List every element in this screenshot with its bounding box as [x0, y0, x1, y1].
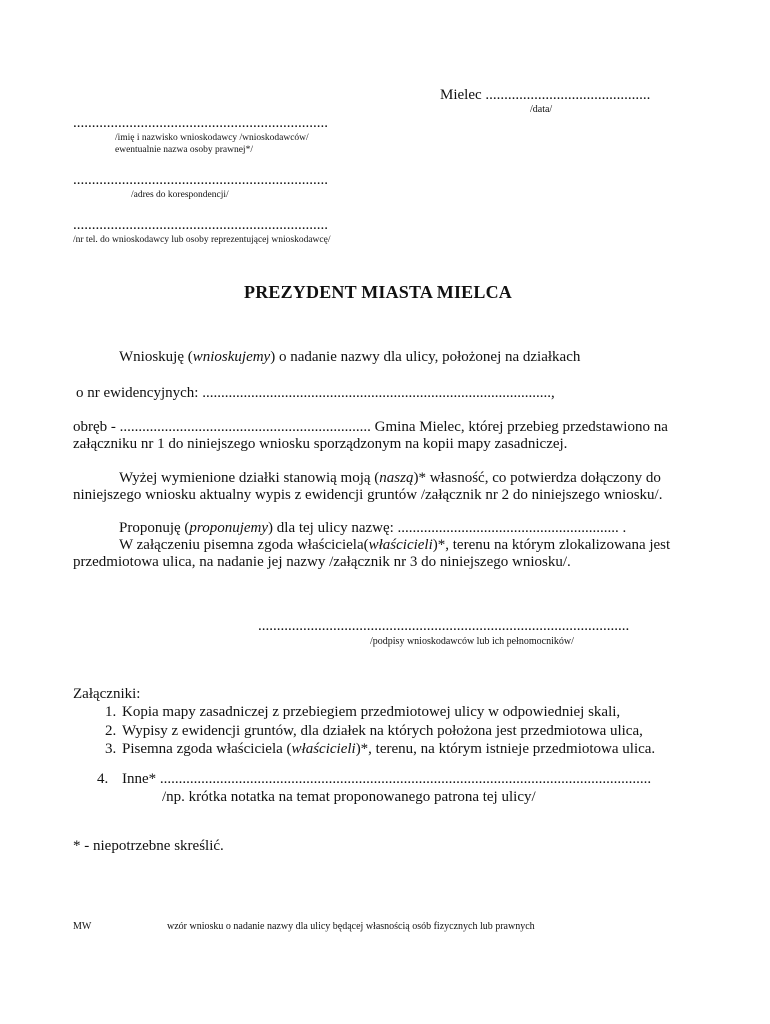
applicant-phone-dots: .................................................................... — [73, 217, 328, 233]
attachment-item-4: Inne* ................................................................................................................................... — [122, 771, 652, 787]
applicant-address-dots: .................................................................... — [73, 172, 328, 188]
signature-dots: ................................................................................................... — [258, 618, 630, 634]
attachment-item: 1. Kopia mapy zasadniczej z przebiegiem przedmiotowej ulicy w odpowiedniej skali, — [120, 703, 655, 722]
applicant-name-dots: .................................................................... — [73, 115, 328, 131]
paragraph-request: Wnioskuję (wnioskujemy) o nadanie nazwy dla ulicy, położonej na działkach — [119, 349, 581, 365]
attachment-item-4-number: 4. — [97, 771, 109, 787]
attachments-heading: Załączniki: — [73, 686, 141, 702]
attachments-list — [73, 703, 655, 759]
applicant-name-label-2: ewentualnie nazwa osoby prawnej*/ — [115, 145, 253, 155]
signature-label: /podpisy wnioskodawców lub ich pełnomocników/ — [370, 636, 574, 647]
page-title: PREZYDENT MIASTA MIELCA — [244, 282, 512, 302]
applicant-name-label-1: /imię i nazwisko wnioskodawcy /wnioskodawców/ — [115, 133, 309, 143]
date-label: /data/ — [530, 104, 553, 115]
paragraph-parcel-numbers: o nr ewidencyjnych: ............................................................................................., — [76, 385, 555, 401]
attachment-item-4-note: /np. krótka notatka na temat proponowanego patrona tej ulicy/ — [162, 789, 536, 805]
paragraph-ownership: Wyżej wymienione działki stanowią moją (naszą)* własność, co potwierdza dołączony do niniejszego wniosku aktualny wypis z ewidencji gruntów /załącznik nr 2 do niniejszego wniosku/. — [73, 470, 663, 503]
place-date-line: Mielec ............................................ — [440, 87, 651, 103]
applicant-phone-label: /nr tel. do wnioskodawcy lub osoby reprezentującej wnioskodawcę/ — [73, 235, 331, 245]
footer-left: MW — [73, 921, 92, 932]
attachment-item: 3. Pisemna zgoda właściciela (właścicieli)*, terenu, na którym istnieje przedmiotowa ulica. — [120, 740, 655, 759]
paragraph-precinct: obręb - ................................................................... Gmina Mielec, której przebieg przedstawiono na załączniku nr 1 do niniejszego wniosku sporządzonym na kopii mapy zasadniczej. — [73, 419, 668, 452]
applicant-address-label: /adres do korespondencji/ — [131, 190, 229, 200]
footer-center: wzór wniosku o nadanie nazwy dla ulicy będącej własnością osób fizycznych lub prawnych — [167, 921, 535, 932]
paragraph-proposed-name: Proponuję (proponujemy) dla tej ulicy nazwę: ........................................................... . — [119, 520, 627, 536]
footnote: * - niepotrzebne skreślić. — [73, 838, 224, 854]
attachment-item: 2. Wypisy z ewidencji gruntów, dla działek na których położona jest przedmiotowa ulica, — [120, 722, 655, 741]
paragraph-consent: W załączeniu pisemna zgoda właściciela(właścicieli)*, terenu na którym zlokalizowana jest przedmiotowa ulica, na nadanie jej nazwy /załącznik nr 3 do niniejszego wniosku/. — [73, 537, 671, 570]
